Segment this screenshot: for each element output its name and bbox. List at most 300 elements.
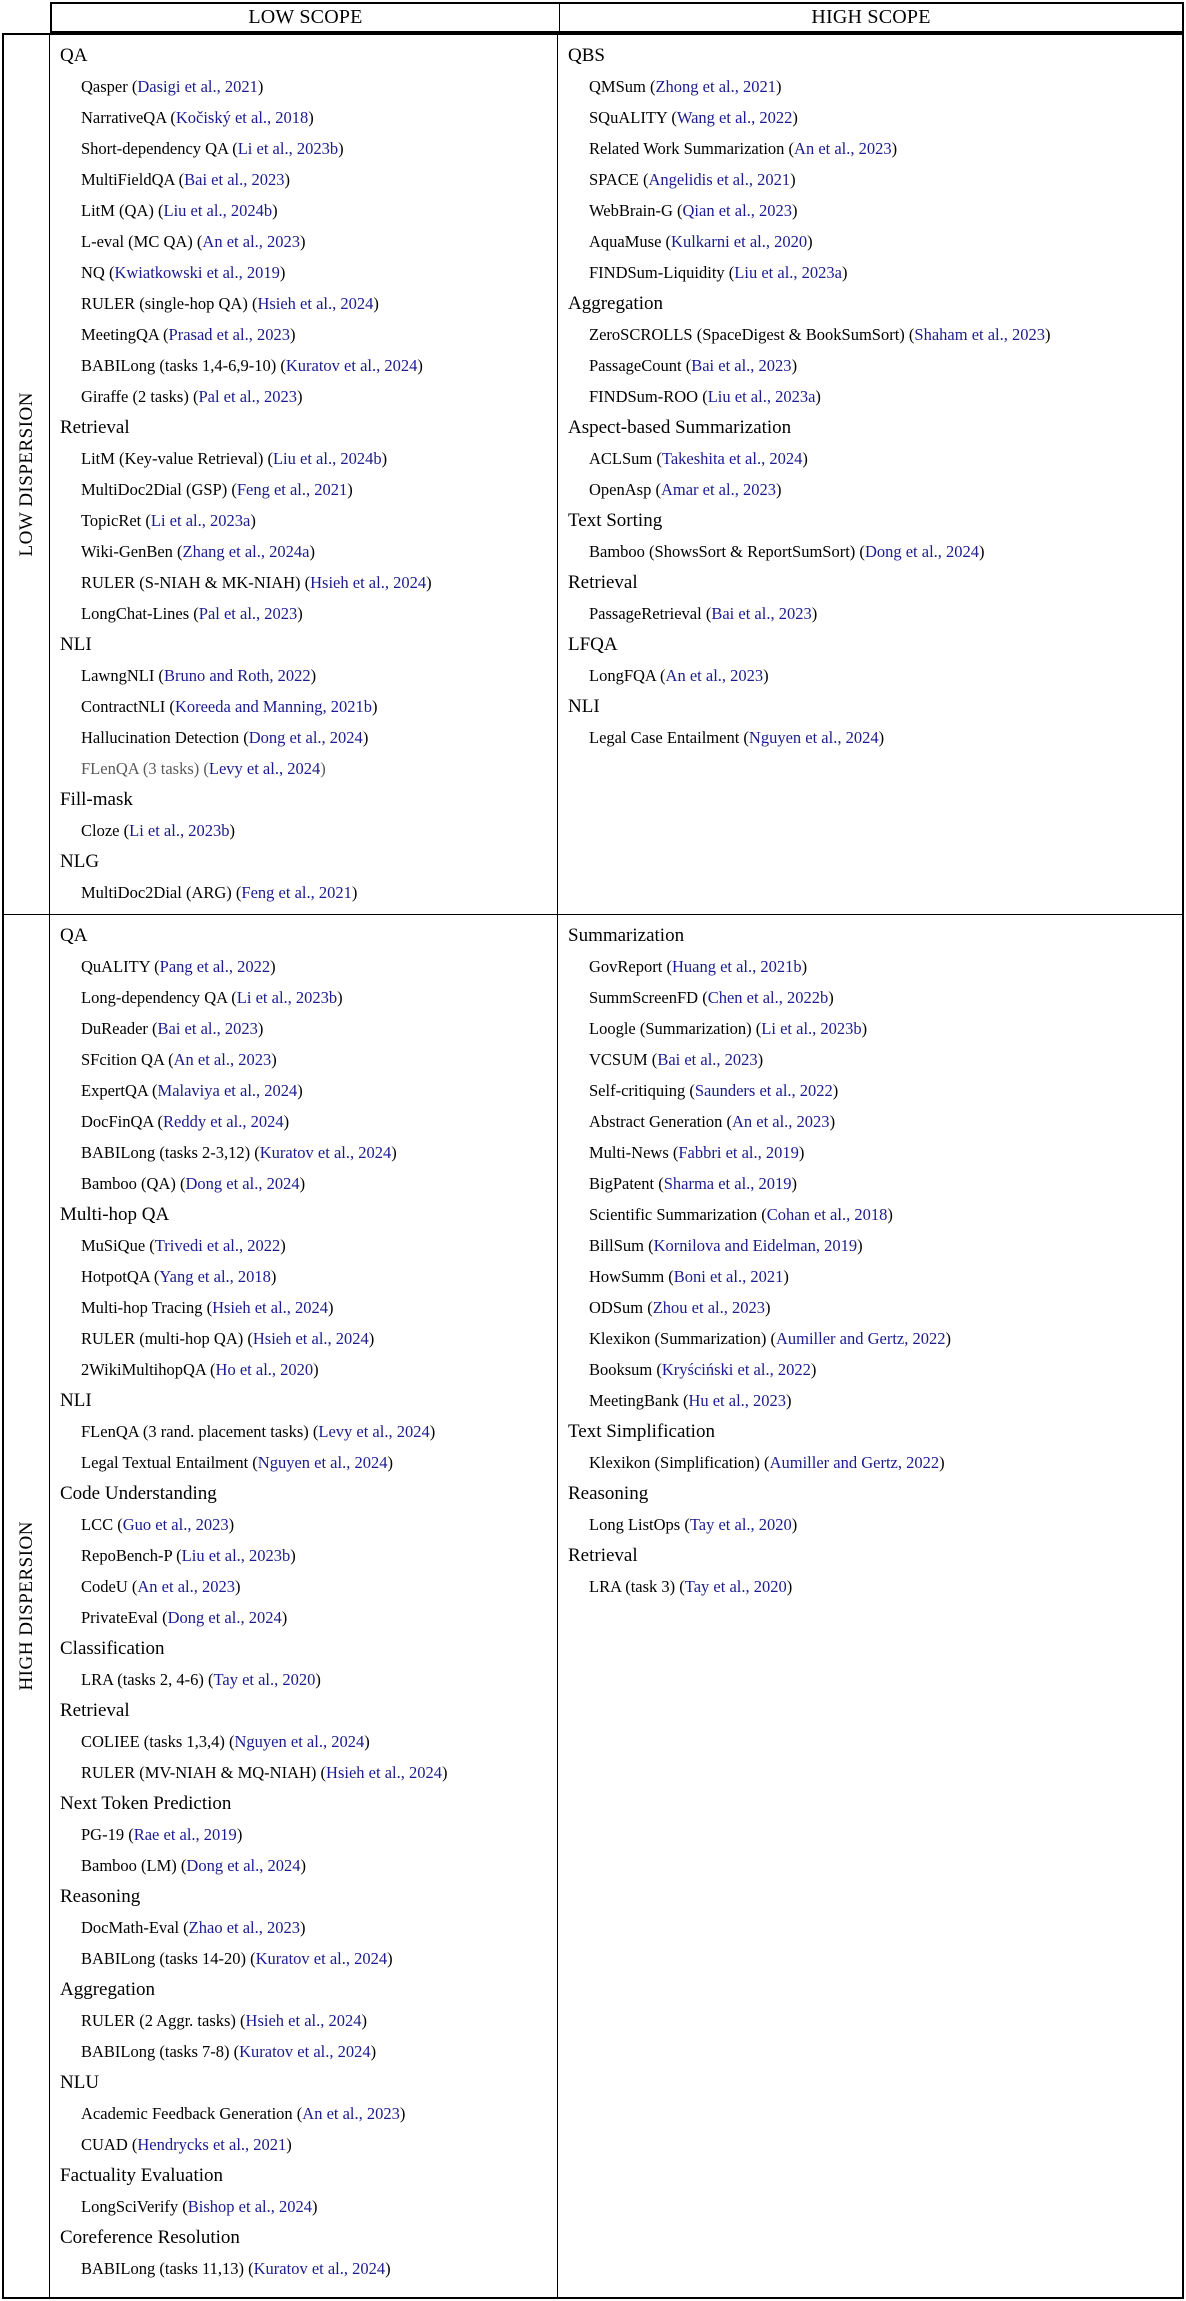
benchmark-item [60, 877, 551, 908]
citation-link[interactable]: Qian et al., 2023 [682, 201, 793, 220]
benchmark-name: MeetingBank ( [589, 1391, 689, 1410]
cell-high-dispersion-high-scope [558, 915, 1182, 2297]
citation-link[interactable]: Kuratov et al., 2024 [239, 2042, 371, 2061]
category-heading: NLI [568, 696, 600, 717]
benchmark-close-paren: ) [315, 1670, 321, 1689]
benchmark-name: AquaMuse ( [589, 232, 672, 251]
benchmark-item [60, 1819, 551, 1850]
benchmark-name: Academic Feedback Generation ( [81, 2104, 303, 2123]
citation-link[interactable]: Bai et al., 2023 [691, 356, 792, 375]
benchmark-name: GovReport ( [589, 957, 672, 976]
benchmark-name: BABILong (tasks 14-20) ( [81, 1949, 256, 1968]
benchmark-name: ACLSum ( [589, 449, 662, 468]
benchmark-name: Hallucination Detection ( [81, 728, 249, 747]
citation-link[interactable]: Hsieh et al., 2024 [326, 1763, 442, 1782]
citation-link[interactable]: Aumiller and Gertz, 2022 [769, 1453, 940, 1472]
benchmark-close-paren: ) [417, 356, 423, 375]
benchmark-item [60, 2036, 551, 2067]
benchmark-item [60, 2005, 551, 2036]
category-heading: Aspect-based Summarization [568, 417, 792, 438]
citation-link[interactable]: Amar et al., 2023 [660, 480, 776, 499]
citation-link[interactable]: Kulkarni et al., 2020 [671, 232, 808, 251]
benchmark-item [60, 1540, 551, 1571]
citation-link[interactable]: Guo et al., 2023 [122, 1515, 229, 1534]
citation-link[interactable]: Chen et al., 2022b [707, 988, 829, 1007]
benchmark-name: Klexikon (Summarization) ( [589, 1329, 776, 1348]
citation-link[interactable]: Pal et al., 2023 [198, 604, 298, 623]
benchmark-item [60, 1106, 551, 1137]
category-heading: NLI [60, 1390, 92, 1411]
category-heading: Multi-hop QA [60, 1204, 170, 1225]
benchmark-close-paren: ) [791, 356, 798, 375]
citation-link[interactable]: Saunders et al., 2022 [694, 1081, 833, 1100]
benchmark-close-paren: ) [300, 1856, 307, 1875]
benchmark-close-paren: ) [783, 1267, 789, 1286]
citation-link[interactable]: Nguyen et al., 2024 [748, 728, 879, 747]
benchmark-name: 2WikiMultihopQA ( [81, 1360, 216, 1379]
citation-link[interactable]: Liu et al., 2023a [707, 387, 816, 406]
benchmark-name: DocMath-Eval ( [81, 1918, 189, 1937]
citation-link[interactable]: Dong et al., 2024 [186, 1856, 301, 1875]
benchmark-close-paren: ) [765, 1298, 771, 1317]
benchmark-name: SQuALITY ( [589, 108, 677, 127]
benchmark-item [60, 1013, 551, 1044]
benchmark-close-paren: ) [391, 1143, 397, 1162]
citation-link[interactable]: Dong et al., 2024 [167, 1608, 282, 1627]
citation-link[interactable]: Liu et al., 2023a [734, 263, 842, 282]
benchmark-item [60, 381, 551, 412]
benchmark-name: FLenQA (3 rand. placement tasks) ( [81, 1422, 319, 1441]
citation-link[interactable]: Hsieh et al., 2024 [245, 2011, 362, 2030]
benchmark-name: FINDSum-ROO ( [589, 387, 708, 406]
table-header-row [50, 2, 1184, 33]
benchmark-close-paren: ) [271, 1050, 277, 1069]
benchmark-close-paren: ) [281, 1608, 288, 1627]
citation-link[interactable]: Li et al., 2023b [236, 988, 338, 1007]
benchmark-name: ZeroSCROLLS (SpaceDigest & BookSumSort) ( [589, 325, 915, 344]
category-heading: QA [60, 925, 88, 946]
benchmark-item [60, 815, 551, 846]
citation-link[interactable]: Nguyen et al., 2024 [257, 1453, 388, 1472]
cell-high-dispersion-low-scope [50, 915, 558, 2297]
benchmark-item [60, 598, 551, 629]
citation-link[interactable]: Bai et al., 2023 [157, 1019, 258, 1038]
benchmark-item [60, 1044, 551, 1075]
benchmark-close-paren: ) [257, 1019, 264, 1038]
benchmark-name: LongSciVerify ( [81, 2197, 188, 2216]
column-header-high-scope: HIGH SCOPE [811, 6, 931, 28]
category-heading: Aggregation [60, 1979, 155, 2000]
benchmark-name: Wiki-GenBen ( [81, 542, 183, 561]
citation-link[interactable]: Ho et al., 2020 [215, 1360, 314, 1379]
benchmark-name: Long-dependency QA ( [81, 988, 237, 1007]
benchmark-item [60, 443, 551, 474]
benchmark-close-paren: ) [373, 294, 379, 313]
benchmark-close-paren: ) [320, 759, 326, 778]
citation-link[interactable]: Dong et al., 2024 [248, 728, 363, 747]
benchmark-close-paren: ) [878, 728, 885, 747]
citation-link[interactable]: Wang et al., 2022 [676, 108, 793, 127]
citation-link[interactable]: Kryściński et al., 2022 [661, 1360, 811, 1379]
benchmark-item [568, 164, 1176, 195]
benchmark-item [60, 288, 551, 319]
citation-link[interactable]: Pal et al., 2023 [198, 387, 297, 406]
benchmark-name: QuALITY ( [81, 957, 160, 976]
citation-link[interactable]: Hsieh et al., 2024 [252, 1329, 369, 1348]
benchmark-item [568, 1137, 1176, 1168]
benchmark-name: BABILong (tasks 11,13) ( [81, 2259, 254, 2278]
citation-link[interactable]: Zhao et al., 2023 [188, 1918, 301, 1937]
citation-link[interactable]: Zhong et al., 2021 [655, 77, 776, 96]
benchmark-item [568, 1571, 1176, 1602]
citation-link[interactable]: Dong et al., 2024 [864, 542, 980, 561]
benchmark-name: Scientific Summarization ( [589, 1205, 767, 1224]
benchmark-close-paren: ) [792, 201, 798, 220]
benchmark-close-paren: ) [280, 1236, 286, 1255]
citation-link[interactable]: Takeshita et al., 2024 [661, 449, 803, 468]
citation-link[interactable]: Hu et al., 2023 [688, 1391, 787, 1410]
benchmark-close-paren: ) [381, 449, 388, 468]
citation-link[interactable]: Hsieh et al., 2024 [310, 573, 427, 592]
benchmark-close-paren: ) [829, 1112, 836, 1131]
benchmark-item [60, 319, 551, 350]
benchmark-close-paren: ) [297, 604, 303, 623]
citation-link[interactable]: Yang et al., 2018 [159, 1267, 271, 1286]
citation-link[interactable]: Bishop et al., 2024 [187, 2197, 312, 2216]
citation-link[interactable]: Dong et al., 2024 [185, 1174, 300, 1193]
benchmark-close-paren: ) [279, 263, 286, 282]
cell-low-dispersion-high-scope [558, 35, 1182, 914]
citation-link[interactable]: Reddy et al., 2024 [163, 1112, 284, 1131]
benchmark-name: HowSumm ( [589, 1267, 674, 1286]
benchmark-close-paren: ) [370, 2042, 377, 2061]
benchmark-name: RULER (2 Aggr. tasks) ( [81, 2011, 246, 2030]
benchmark-item [568, 1447, 1176, 1478]
benchmark-name: Loogle (Summarization) ( [589, 1019, 762, 1038]
benchmark-item [60, 2191, 551, 2222]
benchmark-close-paren: ) [791, 1515, 798, 1534]
category-heading: Summarization [568, 925, 685, 946]
citation-link[interactable]: Kuratov et al., 2024 [285, 356, 418, 375]
benchmark-item [60, 982, 551, 1013]
benchmark-name: Abstract Generation ( [589, 1112, 732, 1131]
benchmark-close-paren: ) [810, 1360, 817, 1379]
benchmark-item [568, 1199, 1176, 1230]
benchmark-name: RULER (multi-hop QA) ( [81, 1329, 253, 1348]
benchmark-close-paren: ) [289, 325, 296, 344]
benchmark-close-paren: ) [939, 1453, 945, 1472]
benchmark-name: RULER (S-NIAH & MK-NIAH) ( [81, 573, 311, 592]
benchmark-close-paren: ) [891, 139, 898, 158]
benchmark-item [60, 753, 551, 784]
benchmark-name: WebBrain-G ( [589, 201, 683, 220]
benchmark-name: LitM (QA) ( [81, 201, 164, 220]
citation-link[interactable]: Fabbri et al., 2019 [678, 1143, 799, 1162]
category-heading: LFQA [568, 634, 618, 655]
benchmark-close-paren: ) [290, 1546, 296, 1565]
benchmark-close-paren: ) [236, 1825, 243, 1844]
benchmark-item [60, 1261, 551, 1292]
citation-link[interactable]: Dasigi et al., 2021 [137, 77, 258, 96]
benchmark-name: LongFQA ( [589, 666, 666, 685]
citation-link[interactable]: Nguyen et al., 2024 [234, 1732, 365, 1751]
citation-link[interactable]: An et al., 2023 [302, 2104, 400, 2123]
benchmark-item [60, 164, 551, 195]
benchmark-name: OpenAsp ( [589, 480, 661, 499]
benchmark-item [568, 1106, 1176, 1137]
benchmark-name: Cloze ( [81, 821, 130, 840]
benchmark-close-paren: ) [313, 1360, 319, 1379]
benchmark-name: SummScreenFD ( [589, 988, 708, 1007]
benchmark-name: PG-19 ( [81, 1825, 134, 1844]
citation-link[interactable]: An et al., 2023 [173, 1050, 272, 1069]
benchmark-name: TopicRet ( [81, 511, 151, 530]
benchmark-close-paren: ) [286, 2135, 292, 2154]
benchmark-close-paren: ) [802, 449, 808, 468]
benchmark-name: Giraffe (2 tasks) ( [81, 387, 199, 406]
benchmark-name: PassageCount ( [589, 356, 692, 375]
benchmark-close-paren: ) [362, 728, 369, 747]
category-heading: Retrieval [568, 1545, 638, 1566]
citation-link[interactable]: An et al., 2023 [794, 139, 892, 158]
benchmark-name: PassageRetrieval ( [589, 604, 712, 623]
citation-link[interactable]: Aumiller and Gertz, 2022 [775, 1329, 946, 1348]
benchmark-name: Booksum ( [589, 1360, 662, 1379]
benchmark-name: MultiDoc2Dial (ARG) ( [81, 883, 242, 902]
citation-link[interactable]: Trivedi et al., 2022 [154, 1236, 281, 1255]
benchmark-close-paren: ) [272, 201, 278, 220]
benchmark-close-paren: ) [364, 1732, 370, 1751]
citation-link[interactable]: Hendrycks et al., 2021 [137, 2135, 287, 2154]
benchmark-name: MeetingQA ( [81, 325, 169, 344]
citation-link[interactable]: Angelidis et al., 2021 [648, 170, 791, 189]
citation-link[interactable]: Tay et al., 2020 [689, 1515, 792, 1534]
benchmark-item [568, 598, 1176, 629]
benchmark-name: Short-dependency QA ( [81, 139, 238, 158]
citation-link[interactable]: Liu et al., 2024b [163, 201, 273, 220]
citation-link[interactable]: Bai et al., 2023 [711, 604, 812, 623]
citation-link[interactable]: Tay et al., 2020 [213, 1670, 316, 1689]
benchmark-item [60, 536, 551, 567]
benchmark-name: Legal Textual Entailment ( [81, 1453, 258, 1472]
category-heading: Retrieval [568, 572, 638, 593]
citation-link[interactable]: Rae et al., 2019 [133, 1825, 237, 1844]
benchmark-close-paren: ) [385, 2259, 391, 2278]
benchmark-close-paren: ) [371, 697, 378, 716]
benchmark-name: SPACE ( [589, 170, 649, 189]
table-row-low-dispersion [4, 35, 1182, 915]
benchmark-name: BABILong (tasks 7-8) ( [81, 2042, 240, 2061]
citation-link[interactable]: Liu et al., 2023b [181, 1546, 291, 1565]
row-label-low-dispersion: LOW DISPERSION [4, 35, 50, 914]
citation-link[interactable]: Li et al., 2023b [237, 139, 339, 158]
citation-link[interactable]: Liu et al., 2024b [272, 449, 382, 468]
benchmark-item [568, 319, 1176, 350]
benchmark-item [60, 691, 551, 722]
citation-link[interactable]: Levy et al., 2024 [318, 1422, 430, 1441]
citation-link[interactable]: Feng et al., 2021 [236, 480, 348, 499]
citation-link[interactable]: An et al., 2023 [731, 1112, 830, 1131]
table-body [2, 33, 1184, 2299]
category-heading: Aggregation [568, 293, 663, 314]
category-heading: Classification [60, 1638, 165, 1659]
benchmark-name: LongChat-Lines ( [81, 604, 199, 623]
benchmark-name: LRA (tasks 2, 4-6) ( [81, 1670, 214, 1689]
citation-link[interactable]: Prasad et al., 2023 [168, 325, 290, 344]
benchmark-close-paren: ) [776, 77, 782, 96]
citation-link[interactable]: An et al., 2023 [137, 1577, 235, 1596]
benchmark-name: NQ ( [81, 263, 115, 282]
benchmark-item [60, 1292, 551, 1323]
cell-low-dispersion-low-scope [50, 35, 558, 914]
benchmark-name: FLenQA (3 tasks) ( [81, 759, 209, 778]
benchmark-close-paren: ) [283, 1112, 290, 1131]
category-heading: NLG [60, 851, 100, 872]
benchmark-item [60, 1509, 551, 1540]
benchmark-item [60, 1602, 551, 1633]
benchmark-item [60, 1850, 551, 1881]
citation-link[interactable]: Boni et al., 2021 [673, 1267, 784, 1286]
benchmark-item [60, 474, 551, 505]
benchmark-close-paren: ) [284, 170, 290, 189]
citation-link[interactable]: Li et al., 2023a [150, 511, 251, 530]
benchmark-name: MuSiQue ( [81, 1236, 155, 1255]
citation-link[interactable]: Kuratov et al., 2024 [253, 2259, 386, 2278]
citation-link[interactable]: Li et al., 2023b [129, 821, 230, 840]
citation-link[interactable]: Kwiatkowski et al., 2019 [114, 263, 280, 282]
benchmark-item [568, 350, 1176, 381]
citation-link[interactable]: Hsieh et al., 2024 [212, 1298, 329, 1317]
benchmark-item [60, 1943, 551, 1974]
benchmark-close-paren: ) [351, 883, 358, 902]
benchmark-close-paren: ) [790, 170, 796, 189]
benchmark-item [60, 722, 551, 753]
benchmark-item [60, 1075, 551, 1106]
citation-link[interactable]: Bai et al., 2023 [184, 170, 285, 189]
citation-link[interactable]: Zhang et al., 2024a [182, 542, 310, 561]
citation-link[interactable]: Zhou et al., 2023 [652, 1298, 765, 1317]
benchmark-item [60, 257, 551, 288]
benchmark-item [568, 951, 1176, 982]
benchmark-item [60, 195, 551, 226]
benchmark-name: Qasper ( [81, 77, 138, 96]
benchmark-name: NarrativeQA ( [81, 108, 176, 127]
benchmark-name: Long ListOps ( [589, 1515, 690, 1534]
citation-link[interactable]: Kuratov et al., 2024 [259, 1143, 392, 1162]
column-header-low-scope: LOW SCOPE [52, 4, 560, 31]
benchmark-close-paren: ) [441, 1763, 448, 1782]
benchmark-item [60, 2253, 551, 2284]
category-heading: Next Token Prediction [60, 1793, 232, 1814]
benchmark-close-paren: ) [786, 1391, 792, 1410]
benchmark-item [568, 102, 1176, 133]
benchmark-name: BigPatent ( [589, 1174, 664, 1193]
citation-link[interactable]: Bai et al., 2023 [657, 1050, 758, 1069]
benchmark-close-paren: ) [309, 542, 315, 561]
benchmark-close-paren: ) [786, 1577, 793, 1596]
benchmark-item [568, 195, 1176, 226]
benchmark-name: BABILong (tasks 1,4-6,9-10) ( [81, 356, 286, 375]
benchmark-name: DuReader ( [81, 1019, 158, 1038]
citation-link[interactable]: Malaviya et al., 2024 [157, 1081, 298, 1100]
benchmark-name: QMSum ( [589, 77, 656, 96]
citation-link[interactable]: Sharma et al., 2019 [663, 1174, 792, 1193]
benchmark-item [60, 567, 551, 598]
category-heading: Code Understanding [60, 1483, 217, 1504]
citation-link[interactable]: Huang et al., 2021b [671, 957, 802, 976]
benchmark-name: HotpotQA ( [81, 1267, 160, 1286]
benchmark-item [568, 1323, 1176, 1354]
benchmark-close-paren: ) [811, 604, 818, 623]
benchmark-name: LitM (Key-value Retrieval) ( [81, 449, 273, 468]
benchmark-item [60, 1137, 551, 1168]
citation-link[interactable]: Kornilova and Eidelman, 2019 [653, 1236, 858, 1255]
benchmark-close-paren: ) [387, 1453, 393, 1472]
category-heading: Text Simplification [568, 1421, 715, 1442]
citation-link[interactable]: Tay et al., 2020 [684, 1577, 787, 1596]
citation-link[interactable]: An et al., 2023 [202, 232, 301, 251]
category-heading: Retrieval [60, 1700, 130, 1721]
benchmark-close-paren: ) [841, 263, 848, 282]
benchmark-close-paren: ) [300, 232, 306, 251]
benchmark-name: Bamboo (QA) ( [81, 1174, 186, 1193]
benchmark-name: LCC ( [81, 1515, 123, 1534]
benchmark-close-paren: ) [347, 480, 353, 499]
citation-link[interactable]: Kočiský et al., 2018 [175, 108, 309, 127]
citation-link[interactable]: Levy et al., 2024 [208, 759, 321, 778]
benchmark-item [568, 722, 1176, 753]
benchmark-close-paren: ) [250, 511, 256, 530]
category-heading: QBS [568, 45, 605, 66]
citation-link[interactable]: Cohan et al., 2018 [766, 1205, 888, 1224]
benchmark-close-paren: ) [300, 1918, 306, 1937]
row-label-high-dispersion: HIGH DISPERSION [4, 915, 50, 2297]
benchmark-name: Legal Case Entailment ( [589, 728, 749, 747]
benchmark-name: COLIEE (tasks 1,3,4) ( [81, 1732, 235, 1751]
citation-link[interactable]: Kuratov et al., 2024 [255, 1949, 388, 1968]
citation-link[interactable]: An et al., 2023 [665, 666, 764, 685]
category-heading: Reasoning [60, 1886, 141, 1907]
benchmark-item [60, 2129, 551, 2160]
citation-link[interactable]: Koreeda and Manning, 2021b [174, 697, 372, 716]
benchmark-close-paren: ) [1045, 325, 1051, 344]
benchmark-name: Bamboo (LM) ( [81, 1856, 187, 1875]
citation-link[interactable]: Feng et al., 2021 [241, 883, 352, 902]
benchmark-name: FINDSum-Liquidity ( [589, 263, 735, 282]
benchmark-item [568, 536, 1176, 567]
benchmark-item [568, 1013, 1176, 1044]
benchmark-item [568, 381, 1176, 412]
benchmark-item [568, 1385, 1176, 1416]
benchmark-item [568, 1230, 1176, 1261]
benchmark-close-paren: ) [945, 1329, 952, 1348]
benchmark-name: ContractNLI ( [81, 697, 175, 716]
citation-link[interactable]: Shaham et al., 2023 [914, 325, 1046, 344]
benchmark-name: Multi-hop Tracing ( [81, 1298, 213, 1317]
benchmark-name: RULER (MV-NIAH & MQ-NIAH) ( [81, 1763, 327, 1782]
citation-link[interactable]: Bruno and Roth, 2022 [163, 666, 311, 685]
benchmark-name: DocFinQA ( [81, 1112, 164, 1131]
category-heading: NLI [60, 634, 92, 655]
benchmark-name: VCSUM ( [589, 1050, 658, 1069]
benchmark-item [60, 1447, 551, 1478]
benchmark-close-paren: ) [368, 1329, 375, 1348]
benchmark-item [568, 226, 1176, 257]
citation-link[interactable]: Hsieh et al., 2024 [257, 294, 374, 313]
citation-link[interactable]: Li et al., 2023b [761, 1019, 862, 1038]
citation-link[interactable]: Pang et al., 2022 [159, 957, 271, 976]
benchmark-item [60, 660, 551, 691]
